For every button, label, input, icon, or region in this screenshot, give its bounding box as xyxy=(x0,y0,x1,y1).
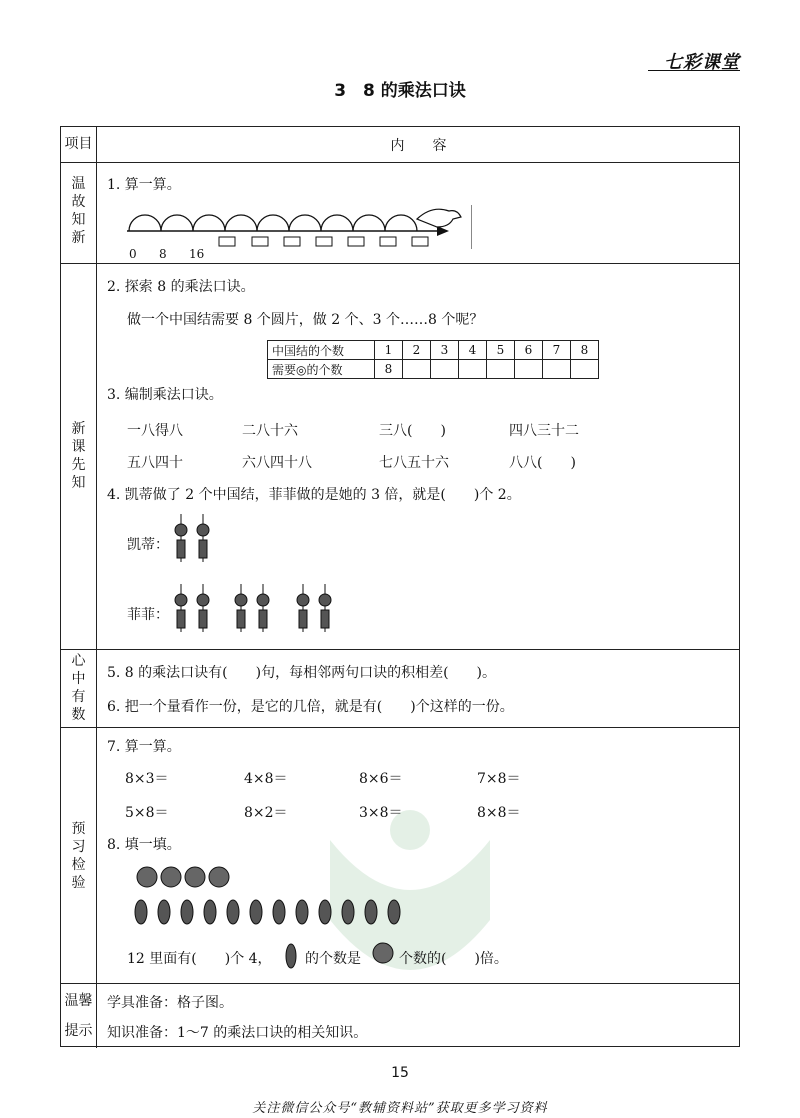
knot-icon xyxy=(169,514,219,564)
rhyme: 四八三十二 xyxy=(509,423,579,439)
q3-text: 3. 编制乘法口诀。 xyxy=(107,387,223,403)
cabbage-icon xyxy=(370,940,396,966)
rhyme: 一八得八 xyxy=(127,423,183,439)
q5-text: 5. 8 的乘法口诀有( )句，每相邻两句口诀的积相差( )。 xyxy=(107,665,497,681)
q8-part-b: 的个数是 xyxy=(305,951,361,967)
calc-item: 8×2＝ xyxy=(244,805,288,821)
footer-note: 关注微信公众号“教辅资料站”获取更多学习资料 xyxy=(252,1101,548,1116)
knot-count-header: 中国结的个数 xyxy=(268,341,375,360)
q2-body: 做一个中国结需要 8 个圆片，做 2 个、3 个……8 个呢？ xyxy=(127,312,484,328)
lesson-table xyxy=(60,126,740,1047)
calc-item: 8×6＝ xyxy=(359,771,403,787)
q2-text: 2. 探索 8 的乘法口诀。 xyxy=(107,279,255,295)
table-header-row xyxy=(61,127,739,162)
tip-tools: 学具准备：格子图。 xyxy=(107,995,233,1011)
knot-icon xyxy=(169,584,409,634)
mind-row xyxy=(61,649,739,728)
rhyme: 七八五十六 xyxy=(379,455,449,471)
check-row xyxy=(61,727,739,984)
answer-cell[interactable] xyxy=(403,360,431,379)
check-label: 预习检验 xyxy=(71,821,86,891)
table-cell: 4 xyxy=(459,341,487,360)
review-row xyxy=(61,162,739,264)
q1-text: 1. 算一算。 xyxy=(107,177,181,193)
header-content: 内 容 xyxy=(390,138,447,154)
mind-label: 心中有数 xyxy=(71,653,86,723)
table-cell: 7 xyxy=(543,341,571,360)
answer-cell[interactable] xyxy=(459,360,487,379)
tips-label-2: 提示 xyxy=(64,1023,93,1039)
header-project: 项目 xyxy=(64,136,93,152)
rhyme: 二八十六 xyxy=(242,423,298,439)
brand-underline xyxy=(648,70,740,71)
page-number: 15 xyxy=(391,1065,409,1081)
cabbage-icon xyxy=(135,864,235,890)
table-cell: 1 xyxy=(375,341,403,360)
calc-item: 3×8＝ xyxy=(359,805,403,821)
nl-label-8: 8 xyxy=(159,247,167,261)
carrot-icon xyxy=(131,894,411,926)
table-cell: 2 xyxy=(403,341,431,360)
tip-knowledge: 知识准备：1～7 的乘法口诀的相关知识。 xyxy=(107,1025,368,1041)
tips-row xyxy=(61,983,739,1048)
rhyme[interactable]: 三八( ) xyxy=(379,423,446,439)
disc-count-header: 需要◎的个数 xyxy=(268,360,375,379)
kaidi-label: 凯蒂： xyxy=(127,537,169,553)
knot-table xyxy=(267,340,599,379)
q8-text: 8. 填一填。 xyxy=(107,837,181,853)
answer-cell[interactable] xyxy=(515,360,543,379)
calc-item: 5×8＝ xyxy=(125,805,169,821)
answer-cell[interactable] xyxy=(487,360,515,379)
table-cell: 8 xyxy=(571,341,599,360)
table-cell: 3 xyxy=(431,341,459,360)
page-title: 3 8 的乘法口诀 xyxy=(334,81,466,101)
table-cell: 5 xyxy=(487,341,515,360)
q6-text: 6. 把一个量看作一份，是它的几倍，就是有( )个这样的一份。 xyxy=(107,699,514,715)
answer-cell[interactable] xyxy=(431,360,459,379)
calc-item: 8×3＝ xyxy=(125,771,169,787)
brand-logo: 七彩课堂 xyxy=(664,52,740,73)
q4-text: 4. 凯蒂做了 2 个中国结，菲菲做的是她的 3 倍，就是( )个 2。 xyxy=(107,487,521,503)
answer-cell[interactable] xyxy=(571,360,599,379)
nl-label-0: 0 xyxy=(129,247,137,261)
rhyme: 六八四十八 xyxy=(242,455,312,471)
answer-cell[interactable] xyxy=(543,360,571,379)
calc-item: 7×8＝ xyxy=(477,771,521,787)
calc-item: 4×8＝ xyxy=(244,771,288,787)
rhyme: 五八四十 xyxy=(127,455,183,471)
table-cell: 8 xyxy=(375,360,403,379)
review-label: 温故知新 xyxy=(71,176,86,246)
q7-text: 7. 算一算。 xyxy=(107,739,181,755)
tips-label-1: 温馨 xyxy=(64,993,93,1009)
carrot-icon xyxy=(283,938,299,970)
table-cell: 6 xyxy=(515,341,543,360)
calc-item: 8×8＝ xyxy=(477,805,521,821)
feifei-label: 菲菲： xyxy=(127,607,169,623)
rhyme[interactable]: 八八( ) xyxy=(509,455,576,471)
nl-label-16: 16 xyxy=(189,247,205,261)
q8-part-a: 12 里面有( )个 4， xyxy=(127,951,272,967)
q8-part-c: 个数的( )倍。 xyxy=(399,951,508,967)
number-line-diagram xyxy=(127,205,472,255)
new-label: 新课先知 xyxy=(71,421,86,491)
